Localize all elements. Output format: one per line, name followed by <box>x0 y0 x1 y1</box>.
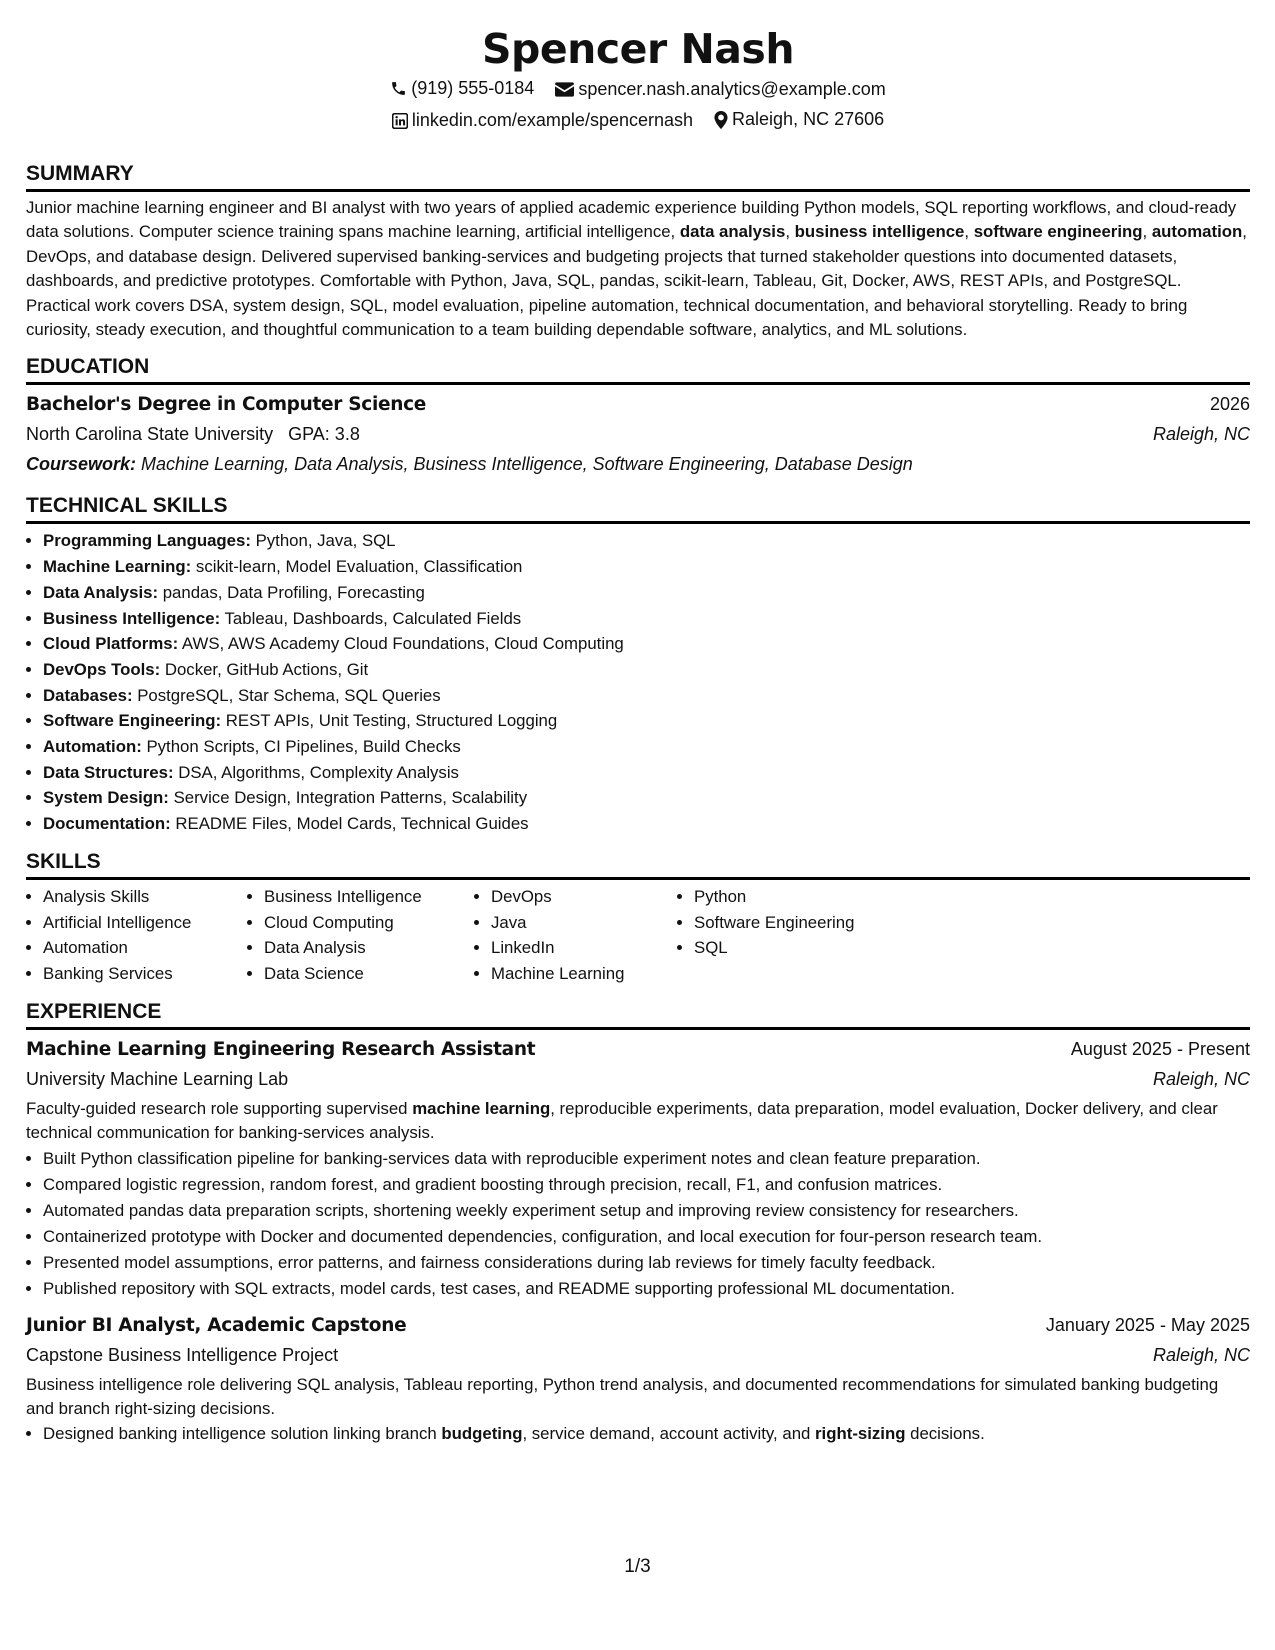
list-item: • Designed banking intelligence solution linking branch budgeting, service demand, account activity, and right-sizing decisions. <box>43 1421 1250 1447</box>
contact-linkedin[interactable] <box>392 105 693 136</box>
candidate-name: Spencer Nash <box>481 25 795 73</box>
experience-entry-1 <box>26 1034 1250 1302</box>
job-subheader <box>26 1065 1250 1094</box>
list-item: • Databases: PostgreSQL, Star Schema, SQL Queries <box>43 683 1250 709</box>
school: North Carolina State University <box>26 424 274 445</box>
job-title: Junior BI Analyst, Academic Capstone <box>26 1314 407 1336</box>
list-item: • Data Analysis: pandas, Data Profiling, Forecasting <box>43 580 1250 606</box>
resume-header <box>26 25 1250 135</box>
list-item: • Documentation: README Files, Model Cards, Technical Guides <box>43 811 1250 837</box>
school-line <box>26 420 360 449</box>
coursework-label: Coursework: <box>26 454 137 475</box>
list-item: • DevOps <box>491 884 657 910</box>
list-item: • System Design: Service Design, Integration Patterns, Scalability <box>43 785 1250 811</box>
list-item: • Built Python classification pipeline for banking-services data with reproducible experiment notes and clean feature preparation. <box>43 1146 1250 1172</box>
contact-email[interactable] <box>555 74 885 105</box>
coursework-list: Machine Learning, Data Analysis, Business Intelligence, Software Engineering, Database Design <box>136 454 913 475</box>
list-item: • DevOps Tools: Docker, GitHub Actions, Git <box>43 657 1250 683</box>
graduation-year: 2026 <box>1209 394 1250 415</box>
skills-section <box>26 849 1250 987</box>
list-item: • Banking Services <box>43 961 227 987</box>
contact-location <box>714 104 884 135</box>
location-text: Raleigh, NC 27606 <box>732 109 885 129</box>
resume-page <box>26 0 1250 1447</box>
list-item: • Software Engineering: REST APIs, Unit Testing, Structured Logging <box>43 708 1250 734</box>
education-row-2 <box>26 420 1250 449</box>
skills-column-1 <box>26 884 227 987</box>
job-bullets <box>26 1146 1250 1302</box>
list-item: • Java <box>491 910 657 936</box>
job-header <box>26 1310 1250 1341</box>
phone-text: (919) 555-0184 <box>411 78 535 98</box>
job-location: Raleigh, NC <box>1152 1344 1250 1365</box>
list-item: • Machine Learning <box>491 961 657 987</box>
job-description: Business intelligence role delivering SQL analysis, Tableau reporting, Python trend analysis, and documented recommendations for simulated banking budgeting and branch right-sizing decisions. <box>26 1374 1219 1418</box>
technical-skills-section <box>26 493 1250 836</box>
list-item: • Automation <box>43 935 227 961</box>
list-item: • LinkedIn <box>491 935 657 961</box>
list-item: • Published repository with SQL extracts, model cards, test cases, and README supporting professional ML documentation. <box>43 1276 1250 1302</box>
list-item: • Business Intelligence: Tableau, Dashboards, Calculated Fields <box>43 606 1250 632</box>
job-org: Capstone Business Intelligence Project <box>26 1344 339 1365</box>
list-item: • SQL <box>694 935 894 961</box>
job-subheader <box>26 1341 1250 1370</box>
experience-heading: EXPERIENCE <box>26 999 1250 1030</box>
experience-entry-2 <box>26 1310 1250 1448</box>
list-item: • Artificial Intelligence <box>43 910 227 936</box>
list-item: • Software Engineering <box>694 910 894 936</box>
education-location: Raleigh, NC <box>1152 424 1250 445</box>
email-text: spencer.nash.analytics@example.com <box>578 79 886 99</box>
skills-columns <box>26 884 1250 987</box>
linkedin-text: linkedin.com/example/spencernash <box>411 110 694 130</box>
linkedin-icon <box>392 113 408 129</box>
list-item: • Compared logistic regression, random forest, and gradient boosting through precision, recall, F1, and confusion matrices. <box>43 1172 1250 1198</box>
job-bullets <box>26 1421 1250 1447</box>
list-item: • Presented model assumptions, error patterns, and fairness considerations during lab reviews for timely faculty feedback. <box>43 1250 1250 1276</box>
gpa: GPA: 3.8 <box>288 424 360 445</box>
list-item: • Cloud Computing <box>264 910 454 936</box>
skills-column-4 <box>677 884 894 987</box>
summary-heading: SUMMARY <box>26 161 1250 192</box>
list-item: • Data Science <box>264 961 454 987</box>
list-item: • Machine Learning: scikit-learn, Model Evaluation, Classification <box>43 554 1250 580</box>
contact-phone[interactable] <box>390 73 534 104</box>
list-item: • Programming Languages: Python, Java, SQL <box>43 528 1250 554</box>
map-pin-icon <box>714 111 728 129</box>
list-item: • Automated pandas data preparation scripts, shortening weekly experiment setup and improving review consistency for researchers. <box>43 1198 1250 1224</box>
job-dates: August 2025 - Present <box>1070 1038 1250 1059</box>
skills-column-3 <box>474 884 657 987</box>
technical-skills-list <box>26 528 1250 836</box>
education-row-1 <box>26 389 1250 420</box>
skills-heading: SKILLS <box>26 849 1250 880</box>
job-title: Machine Learning Engineering Research Assistant <box>26 1038 536 1060</box>
page-number: 1/3 <box>624 1556 651 1577</box>
education-heading: EDUCATION <box>26 354 1250 385</box>
job-org: University Machine Learning Lab <box>26 1068 289 1089</box>
list-item: • Data Analysis <box>264 935 454 961</box>
list-item: • Cloud Platforms: AWS, AWS Academy Cloud Foundations, Cloud Computing <box>43 631 1250 657</box>
list-item: • Automation: Python Scripts, CI Pipelines, Build Checks <box>43 734 1250 760</box>
phone-icon <box>390 80 407 97</box>
contact-line-2 <box>26 104 1250 135</box>
list-item: • Containerized prototype with Docker and documented dependencies, configuration, and local execution for four-person research team. <box>43 1224 1250 1250</box>
education-section <box>26 354 1250 479</box>
list-item: • Analysis Skills <box>43 884 227 910</box>
list-item: • Business Intelligence <box>264 884 454 910</box>
job-description: Faculty-guided research role supporting supervised machine learning, reproducible experiments, data preparation, model evaluation, Docker delivery, and clear technical communication for banking-services analysis. <box>26 1098 1218 1143</box>
list-item: • Python <box>694 884 894 910</box>
list-item: • Data Structures: DSA, Algorithms, Complexity Analysis <box>43 760 1250 786</box>
job-location: Raleigh, NC <box>1152 1068 1250 1089</box>
degree: Bachelor's Degree in Computer Science <box>26 394 427 416</box>
job-dates: January 2025 - May 2025 <box>1045 1314 1250 1335</box>
envelope-icon <box>555 82 574 97</box>
job-header <box>26 1034 1250 1065</box>
skills-column-2 <box>247 884 454 987</box>
contact-line-1 <box>26 73 1250 104</box>
technical-skills-heading: TECHNICAL SKILLS <box>26 493 1250 524</box>
experience-section <box>26 999 1250 1448</box>
coursework <box>26 449 1250 479</box>
summary-section <box>26 161 1250 342</box>
summary-text: Junior machine learning engineer and BI analyst with two years of applied academic experience building Python models, SQL reporting workflows, and cloud-ready data solutions. Computer science training spans machine learning, artificial intelligence, data analysis, business intelligence, software engineering, automation, DevOps, and database design. Delivered supervised banking-services and budgeting projects that turned stakeholder questions into documented datasets, dashboards, and predictive prototypes. Comfortable with Python, Java, SQL, pandas, scikit-learn, Tableau, Git, Docker, AWS, REST APIs, and PostgreSQL. Practical work covers DSA, system design, SQL, model evaluation, pipeline automation, technical documentation, and behavioral storytelling. Ready to bring curiosity, steady execution, and thoughtful communication to a team building dependable software, analytics, and ML solutions. <box>26 198 1247 340</box>
